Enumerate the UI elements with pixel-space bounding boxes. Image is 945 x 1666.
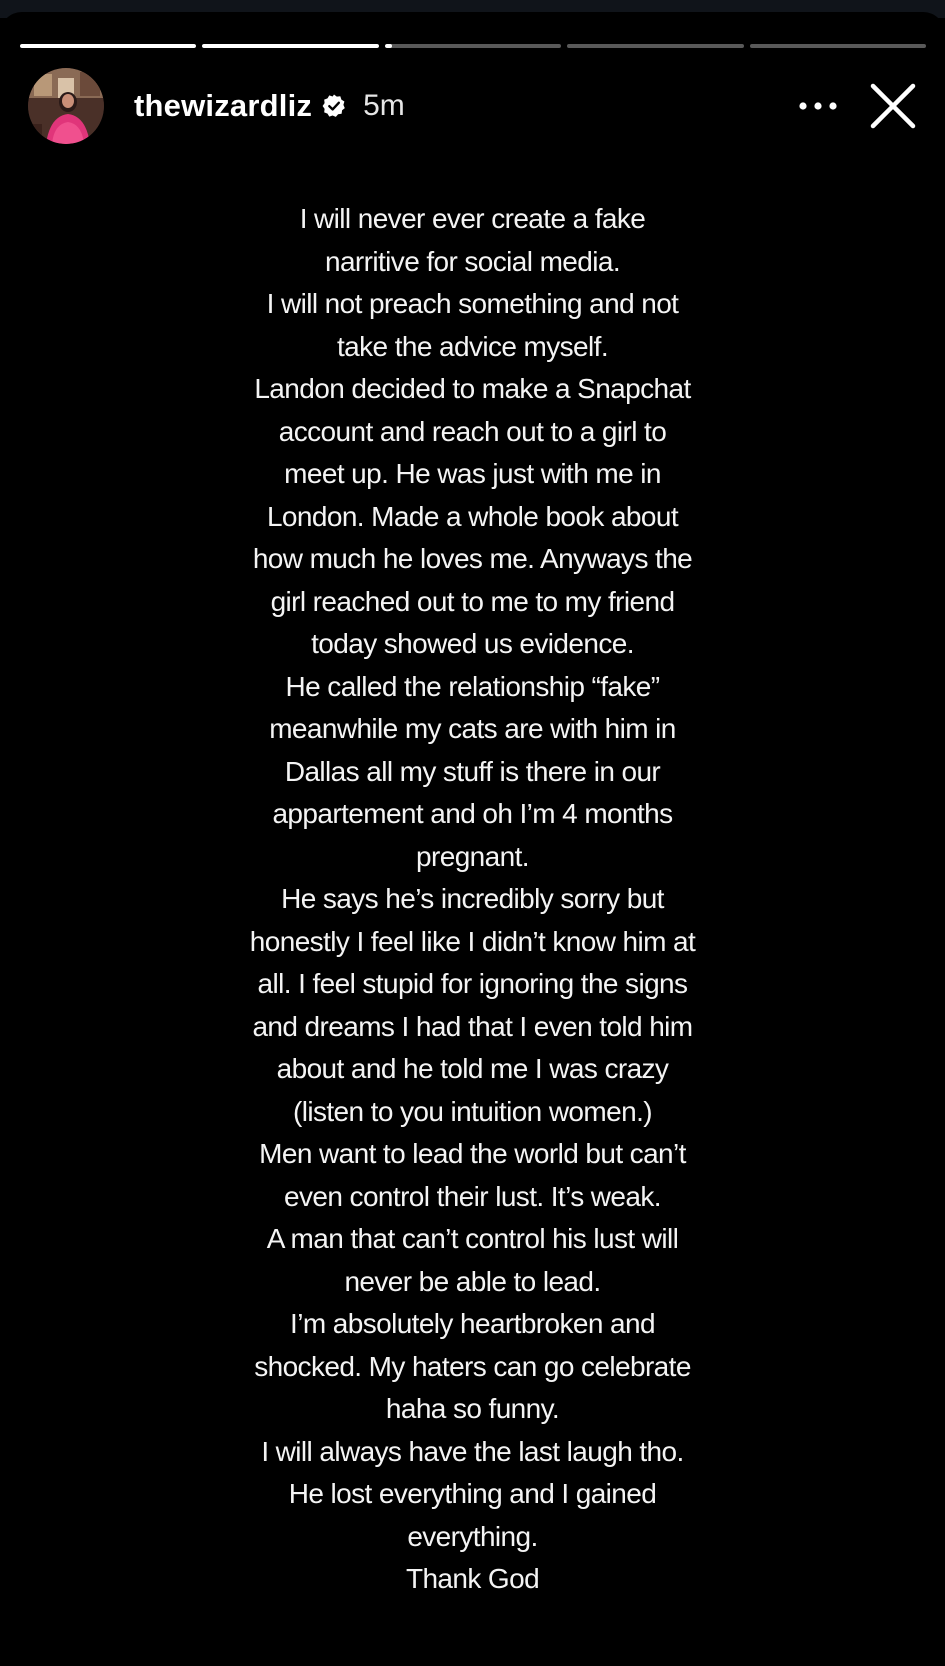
username[interactable]: thewizardliz (134, 88, 313, 123)
story-text-line: meet up. He was just with me in (284, 458, 661, 489)
story-text (230, 198, 715, 1601)
story-text-line: London. Made a whole book about (266, 500, 679, 532)
story-text-line: never be able to lead. (344, 1265, 601, 1297)
progress-segment (20, 44, 196, 48)
story-text-line: I will never ever create a fake (299, 203, 646, 234)
progress-segment-fill (385, 44, 392, 48)
story-text-line: Dallas all my stuff is there in our (284, 755, 661, 787)
more-options-button[interactable] (793, 81, 843, 131)
story-text-line: even control their lust. It’s weak. (284, 1180, 661, 1212)
avatar[interactable] (28, 68, 104, 144)
story-text-line: I will always have the last laugh tho. (261, 1435, 684, 1467)
progress-segment (750, 44, 926, 48)
progress-segment-fill (20, 44, 196, 48)
story-text-line: meanwhile my cats are with him in (269, 713, 676, 744)
story-text-line: about and he told me I was crazy (276, 1053, 669, 1084)
story-text-line: narritive for social media. (324, 245, 621, 277)
progress-segment (567, 44, 743, 48)
close-icon (869, 82, 917, 130)
story-text-line: and dreams I had that I even told him (252, 1010, 693, 1042)
story-text-line: I will not preach something and not (266, 288, 679, 319)
story-text-line: He says he’s incredibly sorry but (281, 883, 664, 914)
story-text-line: honestly I feel like I didn’t know him at (249, 925, 696, 957)
story-text-line: He lost everything and I gained (288, 1478, 657, 1509)
more-dots-icon (798, 101, 838, 111)
story-text-line: haha so funny. (385, 1393, 560, 1424)
story-text-line: (listen to you intuition women.) (293, 1095, 652, 1127)
story-text-line: girl reached out to me to my friend (270, 585, 675, 617)
story-text-line: Men want to lead the world but can’t (259, 1138, 686, 1169)
story-text-line: He called the relationship “fake” (285, 670, 660, 702)
verified-badge-icon (321, 93, 347, 119)
story-text-line: everything. (407, 1520, 538, 1552)
progress-segment (202, 44, 378, 48)
story-text-line: Thank God (405, 1563, 540, 1594)
story-text-line: all. I feel stupid for ignoring the signs (257, 968, 688, 999)
profile-photo-icon (28, 68, 104, 144)
story-text-line: account and reach out to a girl to (278, 415, 667, 447)
story-viewer[interactable] (0, 12, 945, 1666)
story-text-line: how much he loves me. Anyways the (252, 543, 693, 574)
story-text-line: appartement and oh I’m 4 months (272, 798, 673, 829)
progress-segment (385, 44, 561, 48)
story-text-line: shocked. My haters can go celebrate (254, 1350, 691, 1382)
story-progress-bar (20, 44, 926, 48)
story-header (28, 68, 923, 144)
story-text-line: A man that can’t control his lust will (266, 1223, 679, 1254)
post-time: 5m (363, 89, 405, 122)
story-text-line: take the advice myself. (337, 330, 608, 362)
story-text-line: I’m absolutely heartbroken and (290, 1308, 655, 1339)
story-text-line: pregnant. (416, 840, 529, 872)
story-text-line: Landon decided to make a Snapchat (254, 373, 691, 404)
story-text-line: today showed us evidence. (311, 628, 634, 659)
progress-segment-fill (202, 44, 378, 48)
close-button[interactable] (865, 78, 921, 134)
